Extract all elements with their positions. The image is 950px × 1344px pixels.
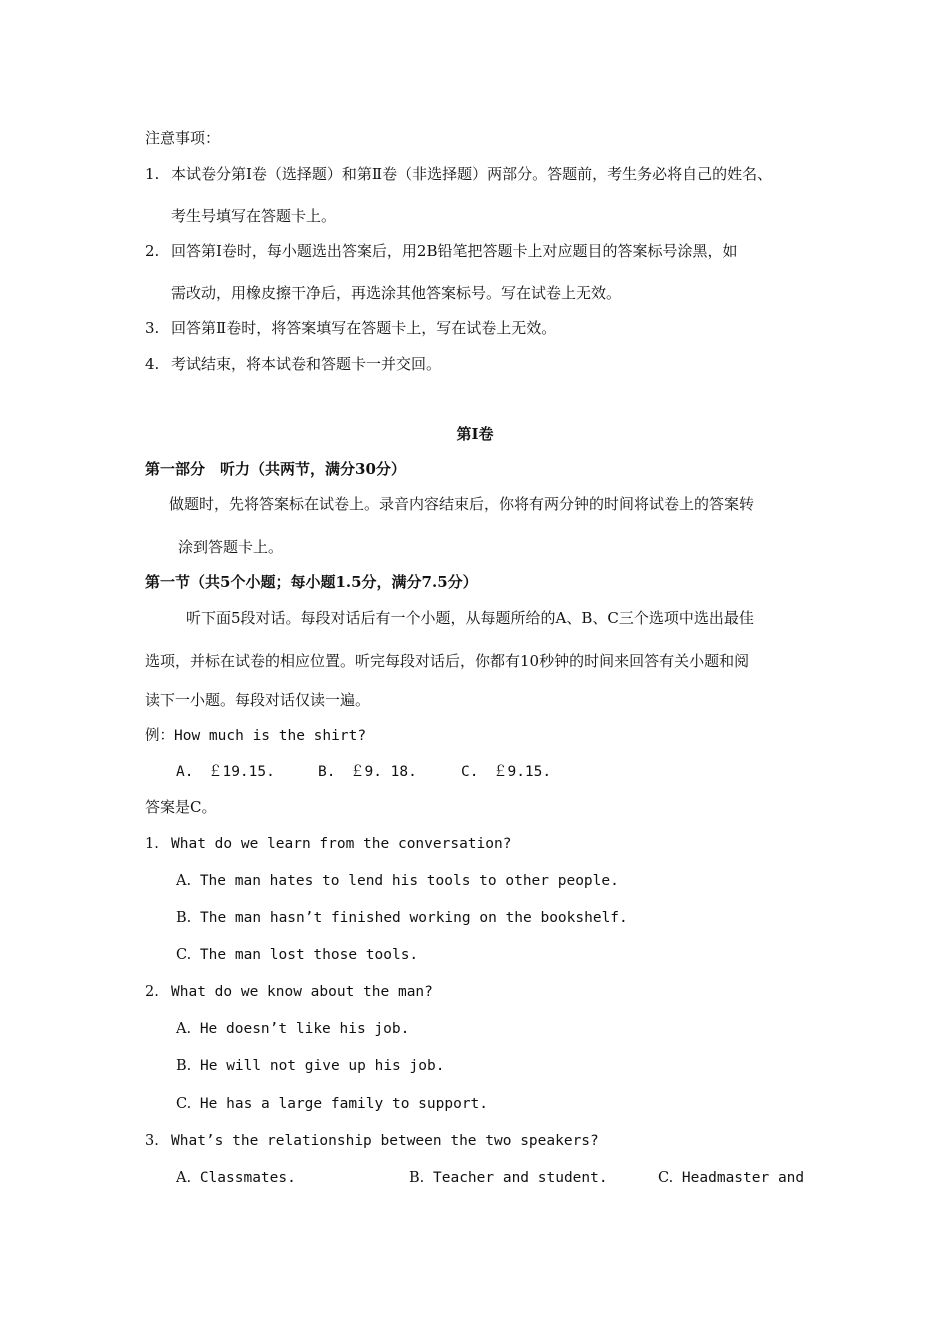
section1-instructions-cont: 选项，并标在试卷的相应位置。听完每段对话后，你都有10秒钟的时间来回答有关小题和阅 <box>145 652 750 670</box>
option-letter: C. <box>658 1170 674 1186</box>
option-letter: A. <box>176 873 192 889</box>
question-2-option-b <box>176 1056 444 1076</box>
question-1-option-c <box>176 945 418 965</box>
volume-title: 第Ⅰ卷 <box>456 425 494 443</box>
example-question: 例：How much is the shirt? <box>145 728 367 744</box>
notice-title: 注意事项： <box>145 129 221 147</box>
notice-item-text: 回答第Ⅱ卷时，将答案填写在答题卡上，写在试卷上无效。 <box>171 319 557 337</box>
question-3-option-b <box>409 1168 608 1188</box>
section1-instructions-end: 读下一小题。每段对话仅读一遍。 <box>145 691 371 709</box>
question-3-option-c <box>658 1168 804 1188</box>
question-number: 1. <box>145 836 159 852</box>
notice-item-text: 回答第Ⅰ卷时，每小题选出答案后，用2B铅笔把答题卡上对应题目的答案标号涂黑，如 <box>171 242 738 260</box>
option-text: The man hasn’t finished working on the bookshelf. <box>200 910 628 926</box>
part1-heading: 第一部分 听力（共两节，满分30分） <box>145 460 406 478</box>
notice-item-4 <box>145 354 441 374</box>
option-letter: A. <box>176 1021 192 1037</box>
option-text: He doesn’t like his job. <box>199 1021 410 1037</box>
notice-item-3 <box>145 318 556 338</box>
option-letter: B. <box>409 1170 425 1186</box>
question-1-option-b <box>176 908 628 928</box>
question-text: What’s the relationship between the two speakers? <box>171 1133 599 1149</box>
question-3-option-a <box>176 1168 296 1188</box>
question-1 <box>145 834 511 854</box>
section1-heading: 第一节（共5个小题；每小题1.5分，满分7.5分） <box>145 573 478 591</box>
option-letter: A. <box>176 1170 192 1186</box>
question-3 <box>145 1131 599 1151</box>
notice-item-text: 本试卷分第Ⅰ卷（选择题）和第Ⅱ卷（非选择题）两部分。答题前，考生务必将自己的姓名、 <box>171 165 773 183</box>
example-option-b: B. ￡9. 18. <box>318 764 417 780</box>
example-option-c: C. ￡9.15. <box>461 764 552 780</box>
example-option-a: A. ￡19.15. <box>176 764 275 780</box>
notice-item-1 <box>145 164 772 184</box>
notice-item-number: 1. <box>145 165 160 183</box>
notice-item-number: 2. <box>145 242 160 260</box>
part1-instructions: 做题时，先将答案标在试卷上。录音内容结束后，你将有两分钟的时间将试卷上的答案转 <box>169 495 755 513</box>
notice-item-number: 3. <box>145 319 160 337</box>
example-answer: 答案是C。 <box>145 798 217 816</box>
notice-item-2-cont: 需改动，用橡皮擦干净后，再选涂其他答案标号。写在试卷上无效。 <box>171 284 622 302</box>
option-letter: C. <box>176 947 192 963</box>
question-number: 2. <box>145 984 159 1000</box>
notice-item-2 <box>145 241 738 261</box>
question-text: What do we learn from the conversation? <box>171 836 512 852</box>
question-2-option-c <box>176 1094 488 1114</box>
question-text: What do we know about the man? <box>171 984 433 1000</box>
question-1-option-a <box>176 871 619 891</box>
option-text: He has a large family to support. <box>199 1096 489 1112</box>
option-text: Classmates. <box>199 1170 296 1186</box>
notice-item-1-cont: 考生号填写在答题卡上。 <box>171 207 337 225</box>
option-letter: B. <box>176 910 192 926</box>
option-text: He will not give up his job. <box>200 1058 445 1074</box>
part1-instructions-cont: 涂到答题卡上。 <box>178 538 284 556</box>
section1-instructions: 听下面5段对话。每段对话后有一个小题，从每题所给的A、B、C三个选项中选出最佳 <box>186 609 754 627</box>
notice-item-number: 4. <box>145 355 160 373</box>
option-letter: B. <box>176 1058 192 1074</box>
option-text: The man hates to lend his tools to other people. <box>199 873 619 889</box>
option-text: Teacher and student. <box>433 1170 608 1186</box>
question-2-option-a <box>176 1019 409 1039</box>
question-2 <box>145 982 433 1002</box>
option-text: The man lost those tools. <box>199 947 419 963</box>
question-number: 3. <box>145 1133 159 1149</box>
option-text: Headmaster and <box>681 1170 805 1186</box>
option-letter: C. <box>176 1096 192 1112</box>
notice-item-text: 考试结束，将本试卷和答题卡一并交回。 <box>171 355 442 373</box>
